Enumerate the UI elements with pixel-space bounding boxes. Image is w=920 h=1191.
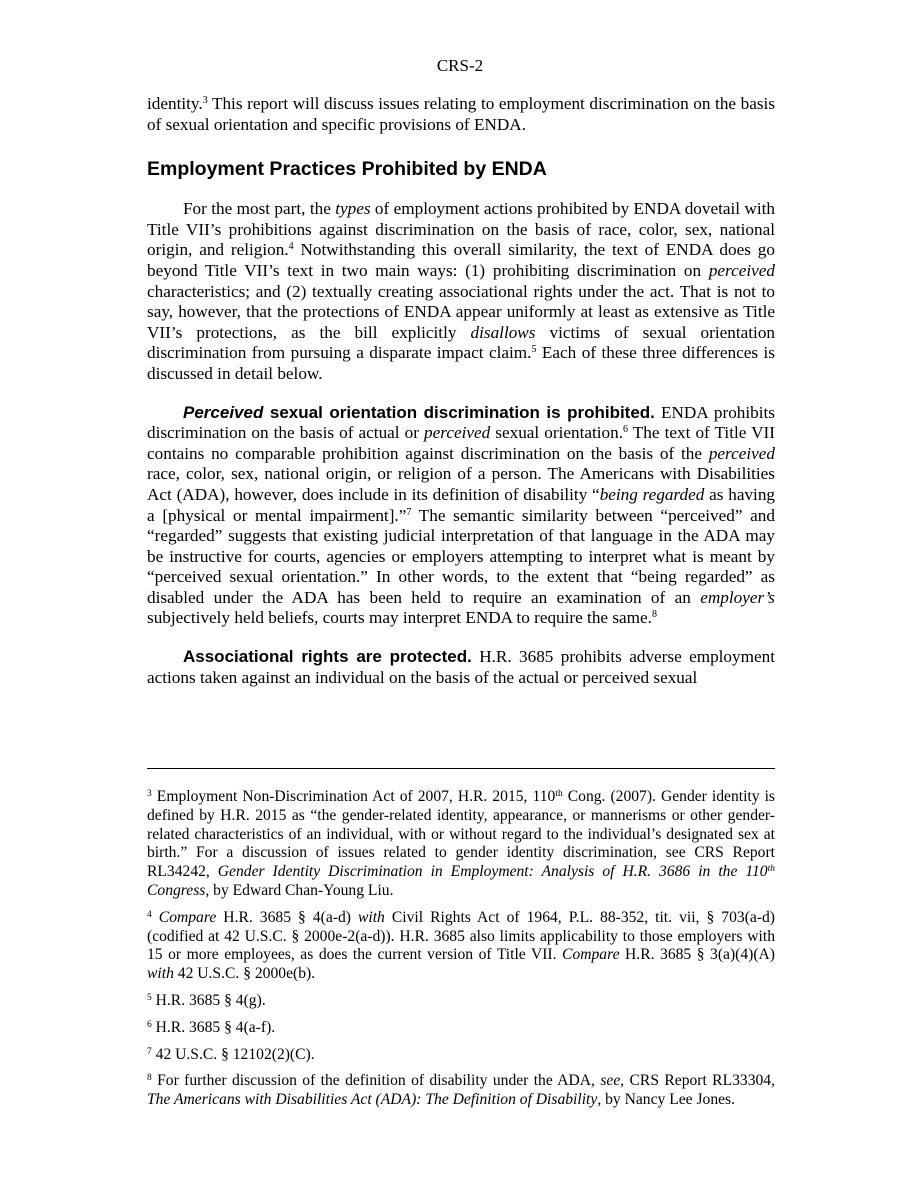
footnote-ref-8[interactable]: 8 <box>651 609 657 621</box>
footnote-ref-7[interactable]: 7 <box>406 506 412 518</box>
footnotes <box>147 788 775 1118</box>
report-body <box>147 94 775 688</box>
paragraph-associational: Associational rights are protected. H.R. 3685 prohibits adverse employment actions taken against an individual on the basis of the actual or perceived sexual <box>147 647 775 687</box>
footnote-4: $^4$ Compare H.R. 3685 § 4(a-d) with Civil Rights Act of 1964, P.L. 88-352, tit. vii, § 703(a-d) (codified at 42 U.S.C. § 2000e-2(a-d)). H.R. 3685 also limits applicability to those employers with 15 or more employees, as does the current version of Title VII. Compare H.R. 3685 § 3(a)(4)(A) with 42 U.S.C. § 2000e(b). <box>147 908 775 983</box>
footnote-ref-5[interactable]: 5 <box>531 344 537 356</box>
intro-paragraph: identity.$^3$ This report will discuss issues relating to employment discrimination on the basis of sexual orientation and specific provisions of ENDA. <box>147 94 775 134</box>
footnote-5: $^5$ H.R. 3685 § 4(g). <box>147 991 266 1009</box>
footnote-ref-6[interactable]: 6 <box>623 424 629 436</box>
paragraph-overview: For the most part, the types of employment actions prohibited by ENDA dovetail with Title VII’s prohibitions against discrimination on the basis of race, color, sex, national origin, and religion.$^4$ Notwithstanding this overall similarity, the text of ENDA does go beyond Title VII’s text in two main ways: (1) prohibiting discrimination on perceived characteristics; and (2) textually creating associational rights under the act. That is not to say, however, that the protections of ENDA appear uniformly at least as extensive as Title VII’s protections, as the bill explicitly disallows victims of sexual orientation discrimination from pursuing a disparate impact claim.$^5$ Each of these three differences is discussed in detail below. <box>147 199 776 383</box>
footnote-ref-3[interactable]: 3 <box>202 95 208 106</box>
footnote-6: $^6$ H.R. 3685 § 4(a-f). <box>147 1018 276 1036</box>
footnote-divider <box>147 768 775 769</box>
footnote-7: $^7$ 42 U.S.C. § 12102(2)(C). <box>147 1045 315 1063</box>
page-header <box>0 56 920 77</box>
footnote-ref-4[interactable]: 4 <box>288 241 294 253</box>
run-in-heading-associational: Associational rights are protected. <box>183 647 472 667</box>
run-in-heading-perceived: Perceived sexual orientation discrimination is prohibited. <box>183 402 655 422</box>
section-heading: Employment Practices Prohibited by ENDA <box>147 158 547 181</box>
footnote-8: $^8$ For further discussion of the definition of disability under the ADA, see, CRS Report RL33304, The Americans with Disabilities Act (ADA): The Definition of Disability, by Nancy Lee Jones. <box>147 1072 775 1109</box>
footnote-3: $^3$ Employment Non-Discrimination Act of 2007, H.R. 2015, 110th Cong. (2007). Gender identity is defined by H.R. 2015 as “the gender-related identity, appearance, or mannerisms or other gender-related characteristics of an individual, with or without regard to the individual’s designated sex at birth.” For a discussion of issues related to gender identity discrimination, see CRS Report RL34242, Gender Identity Discrimination in Employment: Analysis of H.R. 3686 in the 110th Congress, by Edward Chan-Young Liu. <box>147 788 775 899</box>
page-number: CRS-2 <box>436 56 484 75</box>
paragraph-perceived: Perceived sexual orientation discrimination is prohibited. ENDA prohibits discrimination on the basis of actual or perceived sexual orientation.$^6$ The text of Title VII contains no comparable prohibition against discrimination on the basis of the perceived race, color, sex, national origin, or religion of a person. The Americans with Disabilities Act (ADA), however, does include in its definition of disability “being regarded as having a [physical or mental impairment].”$^7$ The semantic similarity between “perceived” and “regarded” suggests that existing judicial interpretation of that language in the ADA may be instructive for courts, agencies or employers attempting to interpret what is meant by “perceived sexual orientation.” In other words, to the extent that “being regarded” as disabled under the ADA has been held to require an examination of an employer’s subjectively held beliefs, courts may interpret ENDA to require the same.$^8$ <box>147 402 776 628</box>
